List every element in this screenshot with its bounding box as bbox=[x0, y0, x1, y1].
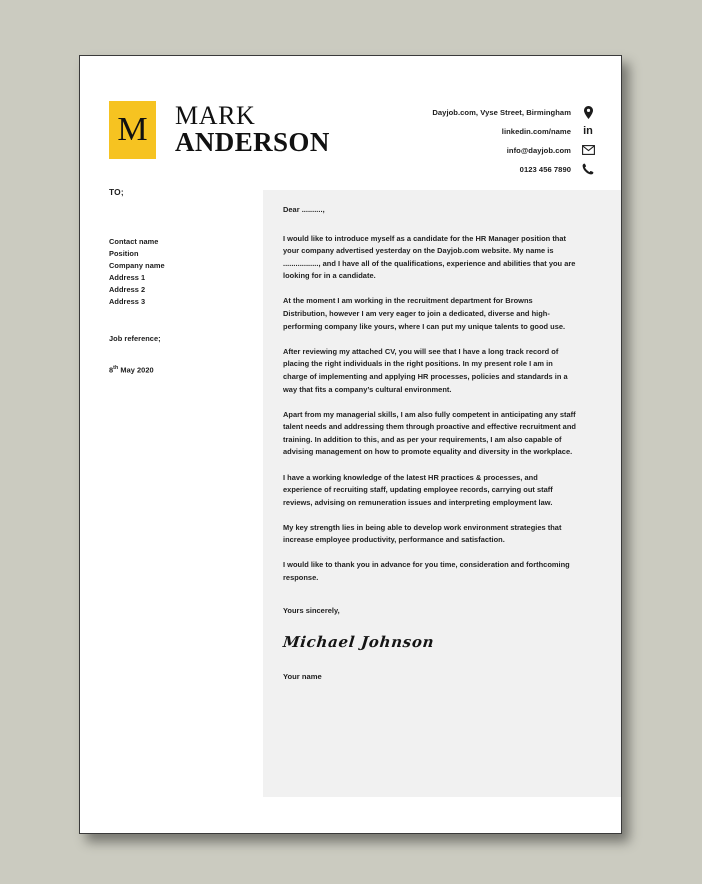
candidate-name bbox=[175, 100, 330, 158]
recipient-line-address-2: Address 2 bbox=[109, 285, 146, 295]
letter-date-day: 8 bbox=[109, 365, 114, 375]
recipient-line-address-1: Address 1 bbox=[109, 273, 146, 283]
letter-paragraph-5: I have a working knowledge of the latest HR practices & processes, and experience of recruiting staff, updating employee records, carrying out staff reviews, advising on remuneration issues and interpreting employment law. bbox=[283, 472, 553, 507]
letter-closing: Yours sincerely, bbox=[283, 605, 340, 615]
letter-body-content bbox=[283, 204, 576, 681]
recipient-line-company-name: Company name bbox=[109, 261, 165, 271]
letter-header bbox=[80, 56, 621, 191]
letter-page bbox=[79, 55, 622, 834]
letter-body-panel bbox=[263, 190, 621, 797]
letter-paragraph-1: I would like to introduce myself as a candidate for the HR Manager position that your company advertised yesterday on the Dayjob.com website. My name is ................., and I have all of the qualifications, experience and abilities that you are looking for in a candidate. bbox=[283, 233, 576, 281]
recipient-line-contact-name: Contact name bbox=[109, 237, 159, 246]
letter-date-ordinal: th bbox=[113, 364, 119, 371]
letter-paragraph-4: Apart from my managerial skills, I am also fully competent in anticipating any staff talent needs and addressing them through proactive and effective recruitment and training. In addition to this, and as per your requirements, I am also capable of advising management on how to promote equality and diversity in the workplace. bbox=[283, 409, 576, 457]
contact-phone-text: 0123 456 7890 bbox=[519, 164, 571, 174]
candidate-last-name: ANDERSON bbox=[175, 127, 330, 158]
contact-details-list bbox=[346, 104, 596, 180]
job-reference-label: Job reference; bbox=[109, 333, 161, 343]
letter-paragraph-6: My key strength lies in being able to develop work environment strategies that increase employee productivity, performance and satisfaction. bbox=[283, 522, 562, 545]
contact-row-phone[interactable] bbox=[346, 161, 596, 178]
to-label: TO; bbox=[109, 187, 124, 197]
recipient-line-address-3: Address 3 bbox=[109, 297, 146, 307]
letter-paragraph-2: At the moment I am working in the recruitment department for Browns Distribution, however I am very eager to join a dedicated, diverse and high-performing company like yours, where I can put my unique talents to good use. bbox=[283, 296, 566, 331]
contact-address-text: Dayjob.com, Vyse Street, Birmingham bbox=[432, 107, 571, 117]
contact-linkedin-text: linkedin.com/name bbox=[501, 126, 571, 136]
contact-row-linkedin[interactable] bbox=[346, 123, 596, 140]
recipient-address-lines bbox=[109, 236, 279, 309]
contact-email-text: info@dayjob.com bbox=[506, 145, 571, 155]
handwritten-signature: Michael Johnson bbox=[282, 633, 436, 652]
linkedin-icon: in bbox=[583, 124, 593, 137]
candidate-first-name: MARK bbox=[175, 100, 256, 130]
contact-row-address bbox=[346, 104, 596, 121]
location-pin-icon bbox=[580, 105, 596, 119]
brand-logo bbox=[109, 101, 330, 159]
letter-date bbox=[109, 365, 279, 374]
letter-date-rest: May 2020 bbox=[118, 365, 154, 375]
recipient-block bbox=[109, 187, 279, 374]
envelope-icon bbox=[580, 143, 596, 157]
recipient-line-position: Position bbox=[109, 249, 139, 259]
letter-paragraph-7: I would like to thank you in advance for you time, consideration and forthcoming response. bbox=[283, 560, 570, 583]
letter-salutation: Dear .........., bbox=[283, 205, 325, 214]
phone-icon bbox=[580, 162, 596, 176]
letter-paragraph-3: After reviewing my attached CV, you will see that I have a long track record of placing the right individuals in the right positions. In my present role I am in charge of implementing and applying HR processes, policies and standards in a way that fits a company’s cultural environment. bbox=[283, 346, 568, 394]
contact-row-email[interactable] bbox=[346, 142, 596, 159]
logo-initial-badge: M bbox=[109, 101, 156, 159]
signer-name-placeholder: Your name bbox=[283, 672, 322, 682]
